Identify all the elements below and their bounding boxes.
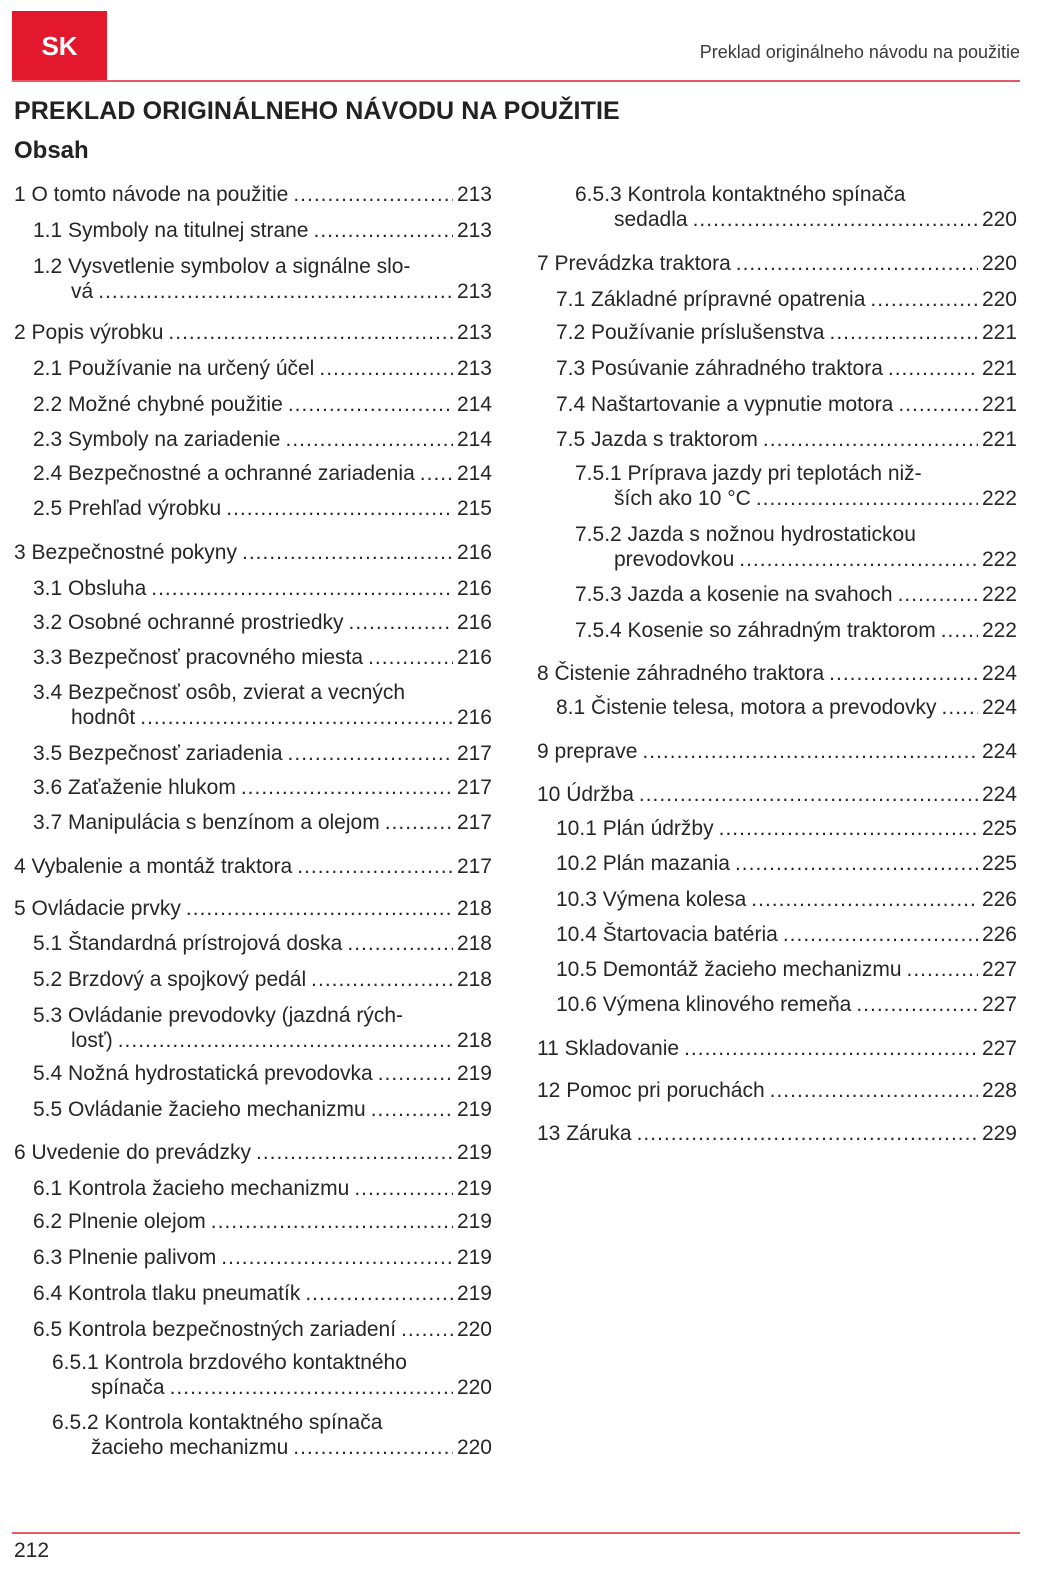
dot-leader bbox=[151, 576, 453, 601]
toc-entry[interactable] bbox=[14, 1003, 492, 1053]
toc-entry-page: 229 bbox=[981, 1122, 1017, 1145]
toc-entry-page: 224 bbox=[981, 696, 1017, 719]
toc-entry[interactable] bbox=[537, 582, 1017, 607]
toc-entry-page: 213 bbox=[456, 321, 492, 344]
dot-leader bbox=[186, 896, 453, 921]
toc-entry-page: 214 bbox=[456, 462, 492, 485]
toc-entry[interactable] bbox=[14, 496, 492, 521]
toc-entry[interactable] bbox=[14, 1281, 492, 1306]
dot-leader bbox=[856, 992, 978, 1017]
toc-entry-title: 10.3 Výmena kolesa bbox=[556, 888, 747, 911]
toc-entry-title: 3.1 Obsluha bbox=[33, 577, 147, 600]
toc-entry-title: 6.5.1 Kontrola brzdového kontaktného bbox=[52, 1351, 407, 1374]
toc-entry-title: 12 Pomoc pri poruchách bbox=[537, 1079, 765, 1102]
toc-entry[interactable] bbox=[537, 782, 1017, 807]
toc-entry-page: 224 bbox=[981, 740, 1017, 763]
toc-entry-page: 216 bbox=[456, 611, 492, 634]
toc-entry-title: 11 Skladovanie bbox=[537, 1037, 680, 1060]
toc-entry-page: 216 bbox=[456, 646, 492, 669]
toc-entry-page: 220 bbox=[456, 1376, 492, 1399]
toc-entry-title: 2.1 Používanie na určený účel bbox=[33, 357, 315, 380]
toc-entry[interactable] bbox=[14, 392, 492, 417]
toc-entry-title-continued: prevodovkou bbox=[614, 548, 735, 571]
toc-entry-title: 7.1 Základné prípravné opatrenia bbox=[556, 288, 866, 311]
toc-entry-page: 217 bbox=[456, 855, 492, 878]
dot-leader bbox=[751, 887, 978, 912]
toc-entry-page: 226 bbox=[981, 888, 1017, 911]
toc-entry-page: 222 bbox=[981, 619, 1017, 642]
toc-entry[interactable] bbox=[14, 1176, 492, 1201]
toc-entry-page: 216 bbox=[456, 706, 492, 729]
language-badge: SK bbox=[12, 11, 107, 81]
toc-entry-title: 6 Uvedenie do prevádzky bbox=[14, 1141, 251, 1164]
toc-entry-title: 4 Vybalenie a montáž traktora bbox=[14, 855, 293, 878]
toc-entry[interactable] bbox=[537, 320, 1017, 345]
toc-entry-title: 7.5.3 Jazda a kosenie na svahoch bbox=[575, 583, 893, 606]
dot-leader bbox=[642, 739, 978, 764]
toc-entry[interactable] bbox=[537, 739, 1017, 764]
toc-entry[interactable] bbox=[14, 896, 492, 921]
toc-entry-title: 9 preprave bbox=[537, 740, 638, 763]
toc-entry-title: 3.6 Zaťaženie hlukom bbox=[33, 776, 236, 799]
dot-leader bbox=[639, 782, 978, 807]
toc-entry-title: 3.7 Manipulácia s benzínom a olejom bbox=[33, 811, 380, 834]
toc-entry[interactable] bbox=[537, 522, 1017, 572]
toc-entry-page: 221 bbox=[981, 321, 1017, 344]
toc-entry-title: 6.5.3 Kontrola kontaktného spínača bbox=[575, 183, 906, 206]
dot-leader bbox=[693, 207, 978, 232]
toc-entry-page: 213 bbox=[456, 219, 492, 242]
toc-entry-title: 3 Bezpečnostné pokyny bbox=[14, 541, 237, 564]
toc-entry-page: 213 bbox=[456, 183, 492, 206]
footer-divider bbox=[12, 1532, 1020, 1534]
dot-leader bbox=[719, 816, 978, 841]
toc-entry-page: 220 bbox=[456, 1318, 492, 1341]
toc-entry-page: 219 bbox=[456, 1246, 492, 1269]
toc-entry-title: 1 O tomto návode na použitie bbox=[14, 183, 289, 206]
toc-entry-title-continued: sedadla bbox=[614, 208, 688, 231]
dot-leader bbox=[211, 1209, 453, 1234]
toc-entry[interactable] bbox=[14, 645, 492, 670]
toc-entry-title: 5.5 Ovládanie žacieho mechanizmu bbox=[33, 1098, 366, 1121]
toc-entry-title: 5.4 Nožná hydrostatická prevodovka bbox=[33, 1062, 373, 1085]
toc-entry[interactable] bbox=[537, 182, 1017, 232]
toc-entry[interactable] bbox=[537, 1078, 1017, 1103]
dot-leader bbox=[347, 931, 453, 956]
dot-leader bbox=[898, 392, 978, 417]
toc-entry-title: 2 Popis výrobku bbox=[14, 321, 164, 344]
toc-entry[interactable] bbox=[537, 887, 1017, 912]
toc-entry[interactable] bbox=[14, 1140, 492, 1165]
toc-entry-title: 1.2 Vysvetlenie symbolov a signálne slo- bbox=[33, 255, 411, 278]
toc-entry-title: 3.3 Bezpečnosť pracovného miesta bbox=[33, 646, 364, 669]
toc-entry-title: 3.2 Osobné ochranné prostriedky bbox=[33, 611, 344, 634]
toc-entry[interactable] bbox=[537, 957, 1017, 982]
dot-leader bbox=[401, 1317, 453, 1342]
toc-entry-title: 5 Ovládacie prvky bbox=[14, 897, 181, 920]
dot-leader bbox=[385, 810, 453, 835]
toc-entry-title: 6.5.2 Kontrola kontaktného spínača bbox=[52, 1411, 383, 1434]
toc-entry[interactable] bbox=[537, 618, 1017, 643]
toc-entry-title: 7.5.2 Jazda s nožnou hydrostatickou bbox=[575, 523, 916, 546]
toc-entry-page: 225 bbox=[981, 817, 1017, 840]
toc-entry-page: 218 bbox=[456, 1029, 492, 1052]
toc-entry[interactable] bbox=[14, 461, 492, 486]
toc-entry-page: 219 bbox=[456, 1210, 492, 1233]
dot-leader bbox=[241, 775, 453, 800]
toc-entry-title: 1.1 Symboly na titulnej strane bbox=[33, 219, 309, 242]
toc-entry-title: 10.5 Demontáž žacieho mechanizmu bbox=[556, 958, 902, 981]
toc-entry[interactable] bbox=[14, 1350, 492, 1400]
toc-entry-page: 227 bbox=[981, 993, 1017, 1016]
toc-entry-title: 6.5 Kontrola bezpečnostných zariadení bbox=[33, 1318, 397, 1341]
toc-entry[interactable] bbox=[537, 1036, 1017, 1061]
toc-entry-title: 5.2 Brzdový a spojkový pedál bbox=[33, 968, 307, 991]
dot-leader bbox=[942, 695, 978, 720]
toc-entry-page: 216 bbox=[456, 577, 492, 600]
toc-entry[interactable] bbox=[14, 741, 492, 766]
toc-entry-title: 7.2 Používanie príslušenstva bbox=[556, 321, 825, 344]
dot-leader bbox=[288, 392, 453, 417]
toc-entry[interactable] bbox=[14, 680, 492, 730]
toc-entry-title: 13 Záruka bbox=[537, 1122, 632, 1145]
toc-entry-title: 7.5.1 Príprava jazdy pri teplotách niž- bbox=[575, 462, 922, 485]
dot-leader bbox=[226, 496, 453, 521]
toc-entry[interactable] bbox=[537, 392, 1017, 417]
toc-entry-page: 215 bbox=[456, 497, 492, 520]
toc-entry-title: 7.3 Posúvanie záhradného traktora bbox=[556, 357, 883, 380]
dot-leader bbox=[756, 486, 978, 511]
document-title: PREKLAD ORIGINÁLNEHO NÁVODU NA POUŽITIE bbox=[14, 97, 620, 125]
dot-leader bbox=[140, 705, 453, 730]
dot-leader bbox=[349, 610, 453, 635]
toc-entry[interactable] bbox=[14, 182, 492, 207]
running-header: Preklad originálneho návodu na použitie bbox=[699, 42, 1020, 62]
toc-entry[interactable] bbox=[537, 287, 1017, 312]
toc-entry-page: 222 bbox=[981, 487, 1017, 510]
toc-entry[interactable] bbox=[14, 1410, 492, 1460]
toc-entry[interactable] bbox=[14, 1061, 492, 1086]
toc-entry[interactable] bbox=[14, 320, 492, 345]
toc-entry-title: 3.5 Bezpečnosť zariadenia bbox=[33, 742, 283, 765]
toc-entry[interactable] bbox=[14, 427, 492, 452]
dot-leader bbox=[378, 1061, 453, 1086]
contents-heading: Obsah bbox=[14, 137, 89, 164]
dot-leader bbox=[118, 1028, 453, 1053]
toc-entry-title: 7.5 Jazda s traktorom bbox=[556, 428, 758, 451]
toc-entry-page: 216 bbox=[456, 541, 492, 564]
dot-leader bbox=[739, 547, 978, 572]
dot-leader bbox=[297, 854, 453, 879]
toc-entry-page: 227 bbox=[981, 958, 1017, 981]
dot-leader bbox=[313, 218, 452, 243]
toc-entry-page: 228 bbox=[981, 1079, 1017, 1102]
toc-entry[interactable] bbox=[14, 810, 492, 835]
dot-leader bbox=[870, 287, 978, 312]
toc-entry-page: 221 bbox=[981, 357, 1017, 380]
dot-leader bbox=[319, 356, 453, 381]
toc-entry-title: 10.1 Plán údržby bbox=[556, 817, 714, 840]
toc-entry[interactable] bbox=[537, 461, 1017, 511]
toc-entry[interactable] bbox=[14, 1317, 492, 1342]
toc-entry[interactable] bbox=[14, 1209, 492, 1234]
toc-entry[interactable] bbox=[14, 356, 492, 381]
dot-leader bbox=[735, 851, 978, 876]
dot-leader bbox=[285, 427, 452, 452]
toc-entry-title: 10 Údržba bbox=[537, 783, 634, 806]
toc-entry-page: 217 bbox=[456, 776, 492, 799]
dot-leader bbox=[170, 1375, 453, 1400]
toc-entry[interactable] bbox=[14, 576, 492, 601]
toc-entry-page: 217 bbox=[456, 811, 492, 834]
toc-entry[interactable] bbox=[14, 775, 492, 800]
toc-entry-page: 213 bbox=[456, 280, 492, 303]
toc-entry-title-continued: hodnôt bbox=[71, 706, 136, 729]
toc-entry[interactable] bbox=[14, 610, 492, 635]
toc-entry-title: 8 Čistenie záhradného traktora bbox=[537, 662, 825, 685]
toc-entry-page: 218 bbox=[456, 897, 492, 920]
dot-leader bbox=[763, 427, 978, 452]
dot-leader bbox=[98, 279, 453, 304]
toc-entry-title: 2.4 Bezpečnostné a ochranné zariadenia bbox=[33, 462, 415, 485]
dot-leader bbox=[684, 1036, 978, 1061]
toc-entry-title: 10.4 Štartovacia batéria bbox=[556, 923, 778, 946]
toc-entry[interactable] bbox=[14, 931, 492, 956]
toc-entry[interactable] bbox=[537, 851, 1017, 876]
dot-leader bbox=[829, 661, 978, 686]
toc-entry-title: 10.6 Výmena klinového remeňa bbox=[556, 993, 852, 1016]
toc-entry-page: 224 bbox=[981, 662, 1017, 685]
toc-entry-page: 220 bbox=[981, 252, 1017, 275]
toc-entry[interactable] bbox=[14, 254, 492, 304]
toc-entry-page: 221 bbox=[981, 393, 1017, 416]
toc-entry-page: 219 bbox=[456, 1177, 492, 1200]
toc-entry-title: 5.3 Ovládanie prevodovky (jazdná rých- bbox=[33, 1004, 404, 1027]
dot-leader bbox=[830, 320, 978, 345]
toc-entry-title: 7.5.4 Kosenie so záhradným traktorom bbox=[575, 619, 936, 642]
toc-entry[interactable] bbox=[14, 854, 492, 879]
header-divider bbox=[12, 80, 1020, 82]
toc-entry-title: 3.4 Bezpečnosť osôb, zvierat a vecných bbox=[33, 681, 406, 704]
toc-entry[interactable] bbox=[537, 251, 1017, 276]
toc-entry[interactable] bbox=[537, 992, 1017, 1017]
toc-entry[interactable] bbox=[14, 218, 492, 243]
toc-entry-page: 227 bbox=[981, 1037, 1017, 1060]
dot-leader bbox=[907, 957, 978, 982]
dot-leader bbox=[941, 618, 978, 643]
toc-entry-page: 219 bbox=[456, 1141, 492, 1164]
toc-entry-title: 2.5 Prehľad výrobku bbox=[33, 497, 222, 520]
toc-entry[interactable] bbox=[537, 695, 1017, 720]
toc-entry-title-continued: spínača bbox=[91, 1376, 165, 1399]
dot-leader bbox=[305, 1281, 453, 1306]
toc-entry[interactable] bbox=[537, 356, 1017, 381]
dot-leader bbox=[354, 1176, 453, 1201]
dot-leader bbox=[242, 540, 453, 565]
toc-entry[interactable] bbox=[14, 1097, 492, 1122]
dot-leader bbox=[368, 645, 453, 670]
toc-entry-title: 6.4 Kontrola tlaku pneumatík bbox=[33, 1282, 301, 1305]
toc-entry[interactable] bbox=[537, 816, 1017, 841]
toc-entry-page: 219 bbox=[456, 1062, 492, 1085]
toc-entry-title: 6.2 Plnenie olejom bbox=[33, 1210, 206, 1233]
toc-entry-title-continued: vá bbox=[71, 280, 94, 303]
toc-entry-page: 220 bbox=[981, 208, 1017, 231]
dot-leader bbox=[311, 967, 453, 992]
toc-entry-page: 218 bbox=[456, 968, 492, 991]
toc-entry[interactable] bbox=[14, 540, 492, 565]
toc-entry[interactable] bbox=[537, 922, 1017, 947]
toc-entry[interactable] bbox=[14, 967, 492, 992]
dot-leader bbox=[293, 1435, 453, 1460]
dot-leader bbox=[783, 922, 978, 947]
toc-entry-page: 213 bbox=[456, 357, 492, 380]
toc-entry-page: 218 bbox=[456, 932, 492, 955]
toc-entry-page: 222 bbox=[981, 548, 1017, 571]
toc-entry-title-continued: losť) bbox=[71, 1029, 113, 1052]
toc-entry-page: 222 bbox=[981, 583, 1017, 606]
dot-leader bbox=[770, 1078, 978, 1103]
toc-entry-title: 2.3 Symboly na zariadenie bbox=[33, 428, 281, 451]
toc-entry-title-continued: žacieho mechanizmu bbox=[91, 1436, 289, 1459]
dot-leader bbox=[293, 182, 453, 207]
toc-entry-page: 220 bbox=[981, 288, 1017, 311]
toc-entry-page: 226 bbox=[981, 923, 1017, 946]
toc-entry-page: 220 bbox=[456, 1436, 492, 1459]
toc-entry[interactable] bbox=[537, 661, 1017, 686]
toc-entry-title: 6.1 Kontrola žacieho mechanizmu bbox=[33, 1177, 350, 1200]
dot-leader bbox=[898, 582, 978, 607]
toc-entry-page: 219 bbox=[456, 1282, 492, 1305]
dot-leader bbox=[888, 356, 978, 381]
dot-leader bbox=[736, 251, 978, 276]
toc-entry[interactable] bbox=[14, 1245, 492, 1270]
toc-entry-title: 7.4 Naštartovanie a vypnutie motora bbox=[556, 393, 894, 416]
toc-entry-title: 8.1 Čistenie telesa, motora a prevodovky bbox=[556, 696, 937, 719]
toc-entry[interactable] bbox=[537, 1121, 1017, 1146]
toc-entry-title: 10.2 Plán mazania bbox=[556, 852, 730, 875]
page-number: 212 bbox=[14, 1539, 50, 1562]
toc-entry[interactable] bbox=[537, 427, 1017, 452]
toc-entry-page: 224 bbox=[981, 783, 1017, 806]
toc-entry-page: 217 bbox=[456, 742, 492, 765]
dot-leader bbox=[637, 1121, 978, 1146]
toc-entry-page: 225 bbox=[981, 852, 1017, 875]
toc-entry-page: 214 bbox=[456, 393, 492, 416]
dot-leader bbox=[221, 1245, 453, 1270]
toc-entry-title-continued: ších ako 10 °C bbox=[614, 487, 751, 510]
toc-entry-title: 7 Prevádzka traktora bbox=[537, 252, 731, 275]
toc-entry-page: 214 bbox=[456, 428, 492, 451]
toc-entry-title: 2.2 Možné chybné použitie bbox=[33, 393, 283, 416]
dot-leader bbox=[168, 320, 453, 345]
toc-entry-page: 221 bbox=[981, 428, 1017, 451]
toc-entry-title: 6.3 Plnenie palivom bbox=[33, 1246, 217, 1269]
dot-leader bbox=[371, 1097, 453, 1122]
dot-leader bbox=[420, 461, 453, 486]
dot-leader bbox=[288, 741, 453, 766]
toc-entry-page: 219 bbox=[456, 1098, 492, 1121]
dot-leader bbox=[256, 1140, 453, 1165]
toc-entry-title: 5.1 Štandardná prístrojová doska bbox=[33, 932, 343, 955]
